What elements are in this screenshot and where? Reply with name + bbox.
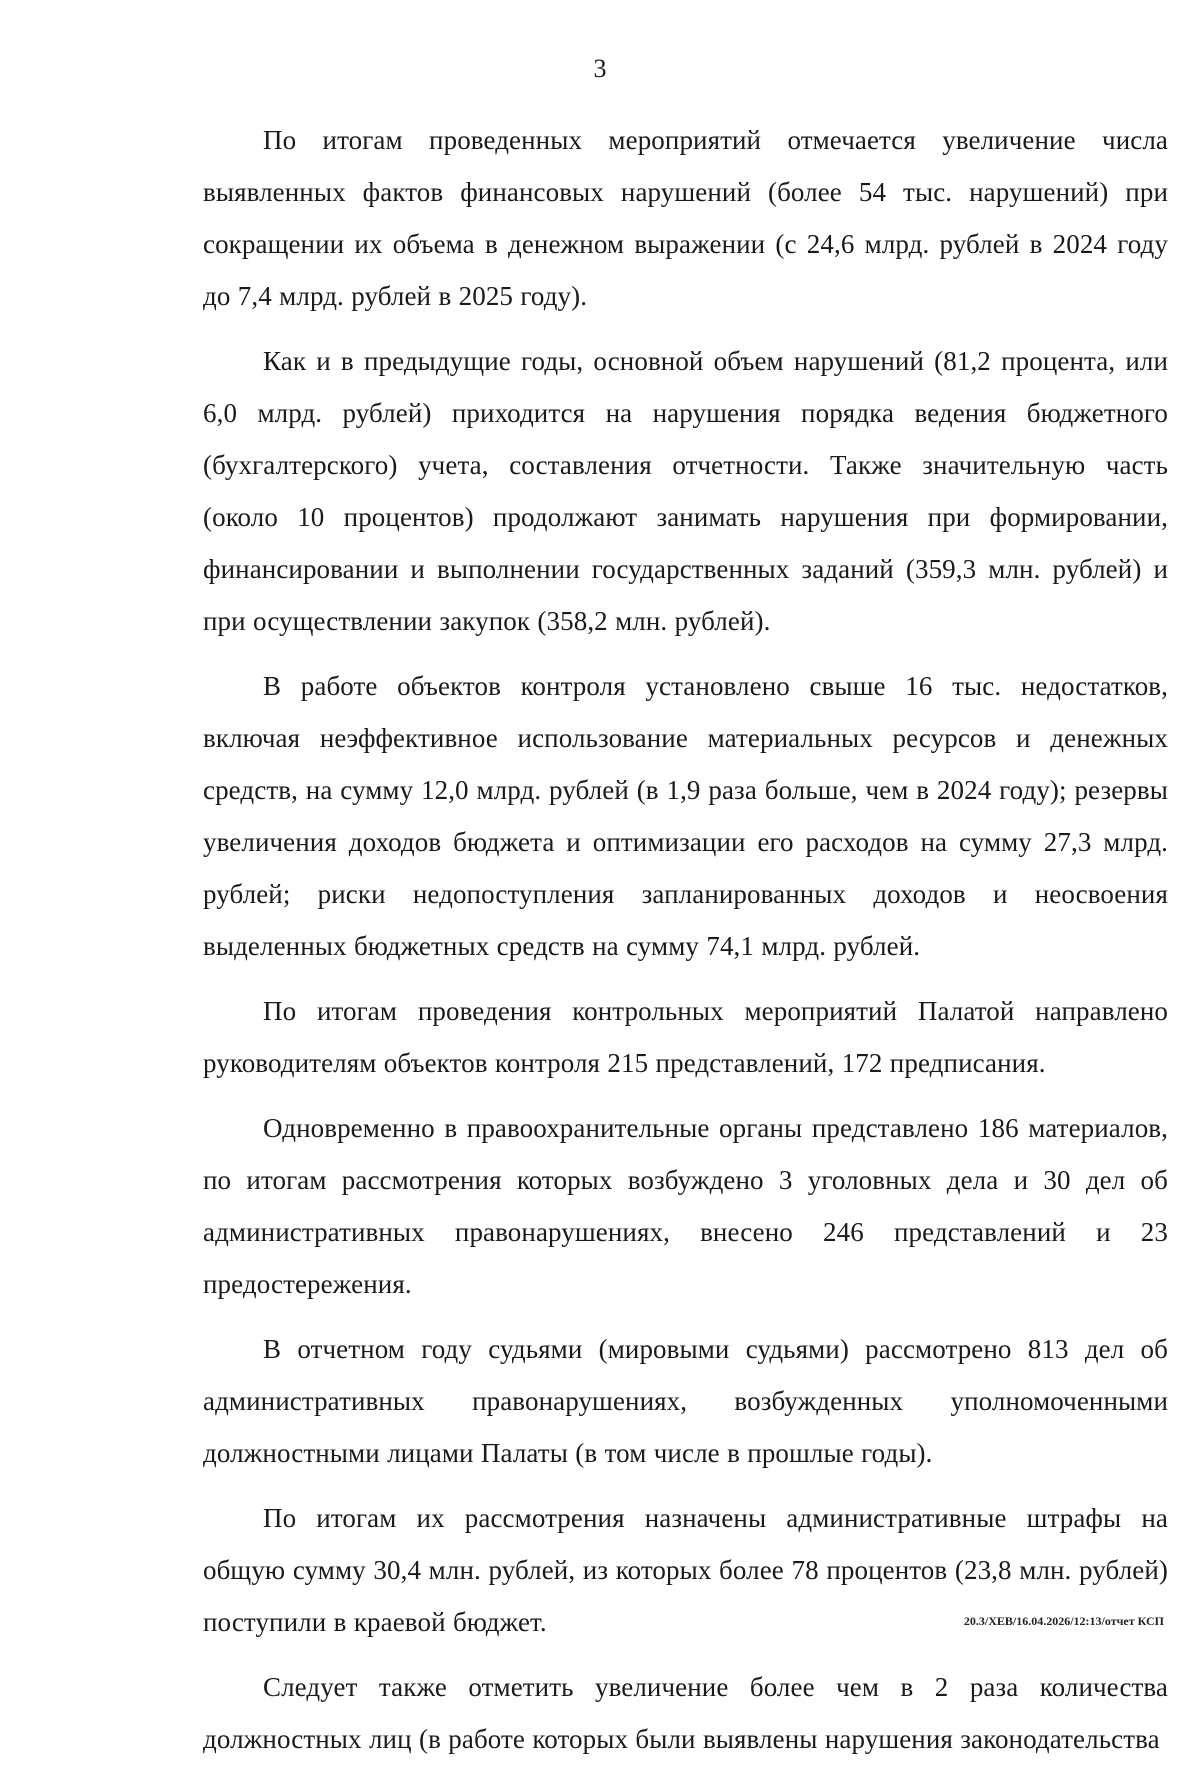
paragraph-financial-violations: По итогам проведенных мероприятий отмечается увеличение числа выявленных фактов финансовых нарушений (более 54 тыс. нарушений) при сокращении их объема в денежном выражении (с 24,6 млрд. рублей в 2024 году до 7,4 млрд. рублей в 2025 году).	[203, 125, 1168, 311]
paragraph-law-enforcement: Одновременно в правоохранительные органы представлено 186 материалов, по итогам рассмотрения которых возбуждено 3 уголовных дела и 30 дел об административных правонарушениях, внесено 246 представлений и 23 предостережения.	[203, 1113, 1168, 1299]
paragraph-court-cases: В отчетном году судьями (мировыми судьями) рассмотрено 813 дел об административных правонарушениях, возбужденных уполномоченными должностными лицами Палаты (в том числе в прошлые годы).	[203, 1334, 1168, 1468]
document-footer-code: 20.3/ХЕВ/16.04.2026/12:13/отчет КСП	[963, 1614, 1164, 1628]
paragraph-accounting-violations: Как и в предыдущие годы, основной объем нарушений (81,2 процента, или 6,0 млрд. рублей) приходится на нарушения порядка ведения бюджетного (бухгалтерского) учета, составления отчетности. Также значительную часть (около 10 процентов) продолжают занимать нарушения при формировании, финансировании и выполнении государственных заданий (359,3 млн. рублей) и при осуществлении закупок (358,2 млн. рублей).	[203, 346, 1168, 636]
body-text	[203, 114, 1168, 1765]
paragraph-officials: Следует также отметить увеличение более чем в 2 раза количества должностных лиц (в работе которых были выявлены нарушения законодательства	[203, 1672, 1168, 1754]
paragraph-control-shortcomings: В работе объектов контроля установлено свыше 16 тыс. недостатков, включая неэффективное использование материальных ресурсов и денежных средств, на сумму 12,0 млрд. рублей (в 1,9 раза больше, чем в 2024 году); резервы увеличения доходов бюджета и оптимизации его расходов на сумму 27,3 млрд. рублей; риски недопоступления запланированных доходов и неосвоения выделенных бюджетных средств на сумму 74,1 млрд. рублей.	[203, 671, 1168, 961]
paragraph-fines: По итогам их рассмотрения назначены административные штрафы на общую сумму 30,4 млн. рублей, из которых более 78 процентов (23,8 млн. рублей) поступили в краевой бюджет.	[203, 1503, 1168, 1637]
paragraph-representations: По итогам проведения контрольных мероприятий Палатой направлено руководителям объектов контроля 215 представлений, 172 предписания.	[203, 996, 1168, 1078]
page-number: 3	[593, 54, 607, 83]
